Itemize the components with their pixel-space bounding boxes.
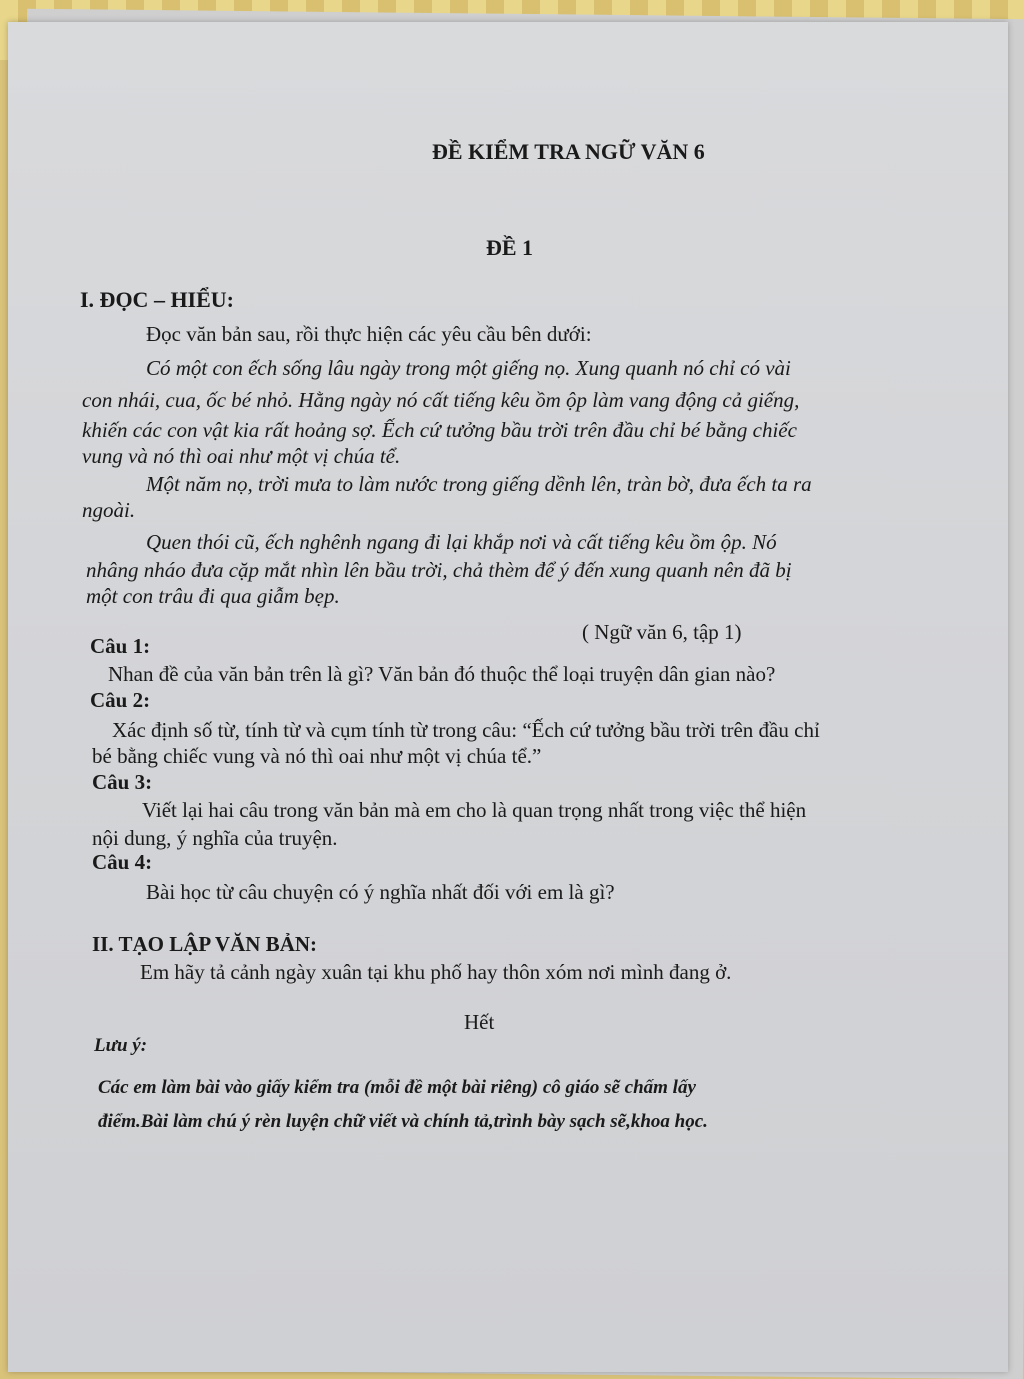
question-text: Bài học từ câu chuyện có ý nghĩa nhất đối với em là gì? (146, 880, 615, 904)
story-line: nhâng nháo đưa cặp mắt nhìn lên bầu trời, chả thèm để ý đến xung quanh nên đã bị (86, 558, 792, 582)
section2-prompt: Em hãy tả cảnh ngày xuân tại khu phố hay thôn xóm nơi mình đang ở. (140, 960, 732, 984)
question-label: Câu 1: (90, 634, 151, 658)
story-line: khiến các con vật kia rất hoảng sợ. Ếch cứ tưởng bầu trời trên đầu chỉ bé bằng chiếc (82, 418, 797, 442)
story-line: Một năm nọ, trời mưa to làm nước trong giếng dềnh lên, tràn bờ, đưa ếch ta ra (146, 472, 812, 496)
section1-instruction: Đọc văn bản sau, rồi thực hiện các yêu cầu bên dưới: (146, 322, 592, 346)
question-text: Xác định số từ, tính từ và cụm tính từ trong câu: “Ếch cứ tưởng bầu trời trên đầu chỉ (112, 718, 820, 742)
exam-code: ĐỀ 1 (486, 235, 534, 260)
source-citation: ( Ngữ văn 6, tập 1) (582, 620, 742, 644)
section1-heading: I. ĐỌC – HIỂU: (80, 287, 235, 312)
note-line: Các em làm bài vào giấy kiểm tra (mỗi đề một bài riêng) cô giáo sẽ chấm lấy (98, 1077, 696, 1098)
story-line: con nhái, cua, ốc bé nhỏ. Hằng ngày nó cất tiếng kêu ồm ộp làm vang động cả giếng, (82, 388, 800, 412)
exam-title: ĐỀ KIỂM TRA NGỮ VĂN 6 (432, 139, 705, 164)
story-line: vung và nó thì oai như một vị chúa tể. (82, 444, 401, 468)
end-text: Hết (464, 1010, 495, 1034)
question-label: Câu 3: (92, 770, 153, 794)
note-line: điểm.Bài làm chú ý rèn luyện chữ viết và chính tả,trình bày sạch sẽ,khoa học. (98, 1111, 708, 1132)
section2-heading: II. TẠO LẬP VĂN BẢN: (92, 932, 318, 956)
question-text: nội dung, ý nghĩa của truyện. (92, 826, 338, 850)
note-label: Lưu ý: (94, 1035, 148, 1056)
question-text: bé bằng chiếc vung và nó thì oai như một vị chúa tể.” (92, 744, 542, 768)
question-text: Nhan đề của văn bản trên là gì? Văn bản đó thuộc thể loại truyện dân gian nào? (108, 662, 776, 686)
story-line: ngoài. (82, 498, 136, 522)
story-line: một con trâu đi qua giẫm bẹp. (86, 584, 340, 608)
question-text: Viết lại hai câu trong văn bản mà em cho là quan trọng nhất trong việc thể hiện (142, 798, 807, 822)
story-line: Quen thói cũ, ếch nghênh ngang đi lại khắp nơi và cất tiếng kêu ồm ộp. Nó (146, 530, 777, 554)
story-line: Có một con ếch sống lâu ngày trong một giếng nọ. Xung quanh nó chỉ có vài (146, 356, 791, 380)
question-label: Câu 2: (90, 688, 151, 712)
question-label: Câu 4: (92, 850, 153, 874)
